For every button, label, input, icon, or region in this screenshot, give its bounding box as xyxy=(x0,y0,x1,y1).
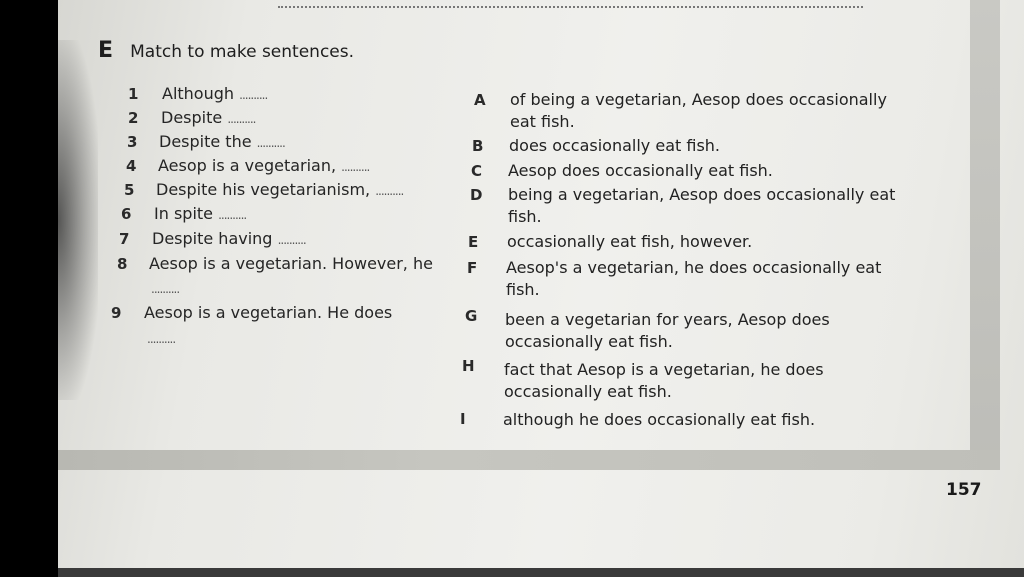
item-number: 6 xyxy=(121,205,132,223)
item-number: 7 xyxy=(119,230,130,248)
item-stem: In spite xyxy=(154,204,213,223)
item-text: Aesop is a vegetarian. However, he xyxy=(149,254,433,273)
option-text: occasionally eat fish, however. xyxy=(507,232,753,251)
answer-blank[interactable]: .......... xyxy=(218,208,247,222)
item-text: Aesop is a vegetarian. He does xyxy=(144,303,393,322)
option-text: Aesop does occasionally eat fish. xyxy=(508,161,773,180)
item-text xyxy=(154,204,246,223)
option-letter: F xyxy=(467,259,478,277)
answer-blank[interactable]: .......... xyxy=(227,112,256,126)
item-stem: Despite his vegetarianism, xyxy=(156,180,371,199)
page-bottom-edge xyxy=(58,568,1024,577)
exercise-letter: E xyxy=(98,38,114,63)
option-letter: D xyxy=(470,186,483,204)
item-number: 9 xyxy=(111,304,122,322)
answer-blank[interactable]: .......... xyxy=(277,233,306,247)
dotted-rule xyxy=(278,6,863,8)
option-letter: I xyxy=(460,410,466,428)
item-stem: Aesop is a vegetarian, xyxy=(158,156,337,175)
answer-blank[interactable]: .......... xyxy=(147,332,176,346)
option-text: Aesop's a vegetarian, he does occasionally eat fish. xyxy=(506,258,882,299)
item-text xyxy=(156,180,403,199)
answer-blank[interactable]: .......... xyxy=(341,160,370,174)
page-bottom-band xyxy=(58,450,1000,470)
book-page xyxy=(58,0,1024,577)
item-number: 8 xyxy=(117,255,128,273)
option-text: being a vegetarian, Aesop does occasionally eat fish. xyxy=(508,185,896,226)
item-text xyxy=(152,229,306,248)
option-letter: A xyxy=(474,91,486,109)
item-stem: Despite the xyxy=(159,132,252,151)
answer-blank[interactable]: .......... xyxy=(151,282,180,296)
binding-shadow xyxy=(58,40,98,400)
item-number: 2 xyxy=(128,109,139,127)
item-number: 5 xyxy=(124,181,135,199)
item-text xyxy=(161,108,255,127)
item-number: 4 xyxy=(126,157,137,175)
answer-blank[interactable]: .......... xyxy=(375,184,404,198)
answer-blank[interactable]: .......... xyxy=(239,88,268,102)
option-text: although he does occasionally eat fish. xyxy=(503,410,816,429)
option-text: been a vegetarian for years, Aesop does occasionally eat fish. xyxy=(505,310,830,351)
item-stem: Despite xyxy=(161,108,223,127)
option-text: fact that Aesop is a vegetarian, he does occasionally eat fish. xyxy=(504,360,824,401)
page-number: 157 xyxy=(946,480,982,500)
answer-blank[interactable]: .......... xyxy=(256,136,285,150)
item-text xyxy=(158,156,369,175)
option-letter: C xyxy=(471,162,483,180)
option-letter: E xyxy=(468,233,479,251)
option-text: of being a vegetarian, Aesop does occasionally eat fish. xyxy=(510,90,887,131)
item-text xyxy=(159,132,285,151)
item-number: 1 xyxy=(128,85,139,103)
exercise-instruction: Match to make sentences. xyxy=(130,42,355,62)
item-number: 3 xyxy=(127,133,138,151)
item-text xyxy=(162,84,267,103)
item-stem: Although xyxy=(162,84,235,103)
page-edge-band xyxy=(970,0,1000,470)
option-text: does occasionally eat fish. xyxy=(509,136,721,155)
option-letter: G xyxy=(465,307,478,325)
option-letter: B xyxy=(472,137,484,155)
option-letter: H xyxy=(462,357,475,375)
item-stem: Despite having xyxy=(152,229,273,248)
exercise-heading xyxy=(98,38,354,63)
